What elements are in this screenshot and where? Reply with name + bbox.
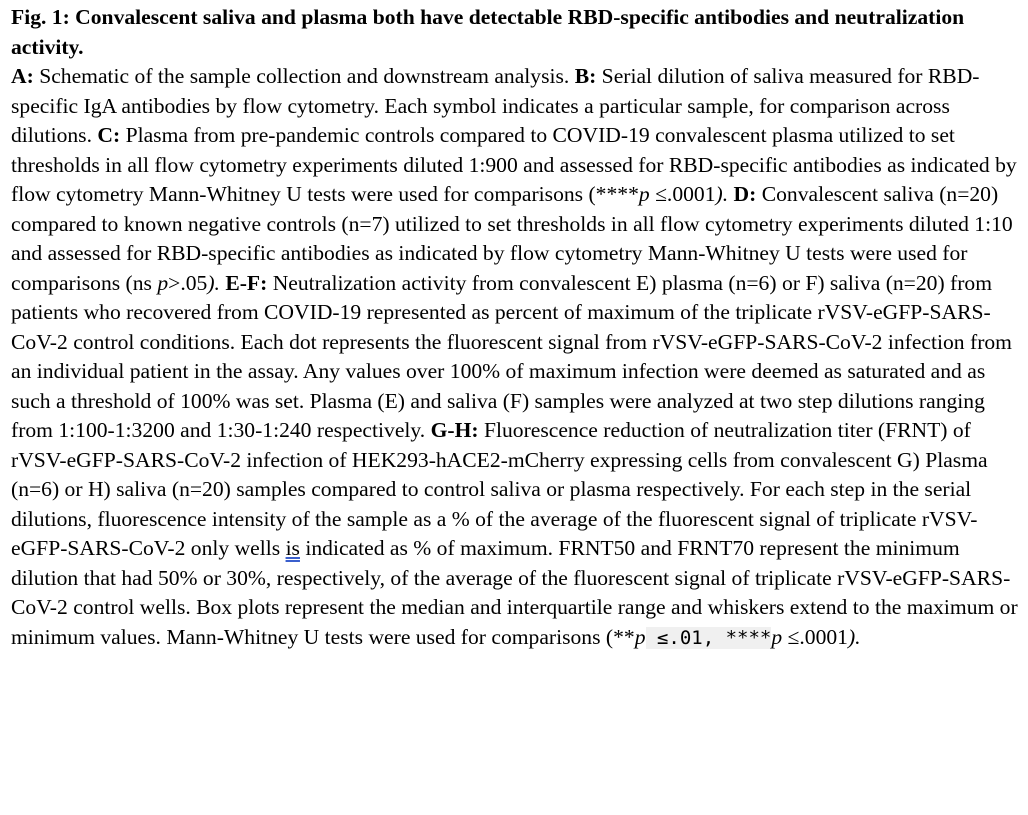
panel-gh-label: G-H: bbox=[430, 418, 479, 442]
panel-c-p-symbol: p bbox=[638, 182, 650, 206]
panel-ef-label: E-F: bbox=[225, 270, 268, 295]
panel-d-p-symbol: p bbox=[157, 270, 169, 295]
panel-c-stat: ≤.0001 bbox=[649, 182, 716, 206]
panel-gh-close: ). bbox=[847, 624, 861, 649]
panel-gh-p-symbol-2: p bbox=[771, 624, 783, 649]
panel-d-close: ). bbox=[207, 270, 226, 295]
panel-c-label: C: bbox=[97, 123, 121, 147]
panel-gh-stars-2: **** bbox=[725, 626, 772, 649]
panel-b-label: B: bbox=[574, 64, 597, 88]
panel-c-text: Plasma from pre-pandemic controls compared to COVID-19 convalescent plasma utilized to set thresholds in all flow cytometry experiments diluted 1:900 and assessed for RBD-specific antibodies as indicated by flow cytometry Mann-Whitney U tests were used for comparisons (**** bbox=[11, 123, 1017, 206]
panel-ef-text: Neutralization activity from convalescent E) plasma (n=6) or F) saliva (n=20) from patients who recovered from COVID-19 represented as percent of maximum of the triplicate rVSV-eGFP-SARS-CoV-2 control conditions. Each dot represents the fluorescent signal from rVSV-eGFP-SARS-CoV-2 infection from an individual patient in the assay. Any values over 100% of maximum infection were deemed as saturated and as such a threshold of 100% was set. Plasma (E) and saliva (F) samples were analyzed at two step dilutions ranging from 1:100-1:3200 and 1:30-1:240 respectively. bbox=[11, 270, 1012, 442]
panel-gh-p-symbol-1: p bbox=[634, 624, 646, 649]
panel-d-label: D: bbox=[733, 182, 757, 206]
grammar-flag-underline: is bbox=[285, 536, 300, 560]
panel-gh-stat-2: ≤.0001 bbox=[782, 624, 848, 649]
figure-title: Fig. 1: Convalescent saliva and plasma both have detectable RBD-specific antibodies and neutralization activity. bbox=[11, 5, 965, 59]
panel-gh-stat-1: ≤.01, bbox=[645, 626, 726, 649]
panel-d-stat: >.05 bbox=[168, 270, 208, 295]
panel-a-label: A: bbox=[11, 64, 34, 88]
panel-gh-text-after: indicated as % of maximum. FRNT50 and FRNT70 represent the minimum dilution that had 50% or 30%, respectively, of the average of the fluorescent signal of triplicate rVSV-eGFP-SARS-CoV-2 control wells. Box plots represent the median and interquartile range and whiskers extend to the maximum or minimum values. Mann-Whitney U tests were used for comparisons (** bbox=[11, 536, 1018, 649]
panel-b-text: Serial dilution of saliva measured for RBD-specific IgA antibodies by flow cytometry. Each symbol indicates a particular sample, for comparison across dilutions. bbox=[11, 64, 980, 147]
panel-gh-text-before: Fluorescence reduction of neutralization titer (FRNT) of rVSV-eGFP-SARS-CoV-2 infection of HEK293-hACE2-mCherry expressing cells from convalescent G) Plasma (n=6) or H) saliva (n=20) samples compared to control saliva or plasma respectively. For each step in the serial dilutions, fluorescence intensity of the sample as a % of the average of the fluorescent signal of triplicate rVSV-eGFP-SARS-CoV-2 only wells bbox=[11, 418, 988, 560]
panel-d-text: Convalescent saliva (n=20) compared to known negative controls (n=7) utilized to set thresholds in all flow cytometry experiments diluted 1:10 and assessed for RBD-specific antibodies as indicated by flow cytometry Mann-Whitney U tests were used for comparisons (ns bbox=[11, 182, 1013, 295]
panel-c-close: ). bbox=[715, 182, 734, 206]
panel-a-text: Schematic of the sample collection and downstream analysis. bbox=[33, 64, 575, 88]
